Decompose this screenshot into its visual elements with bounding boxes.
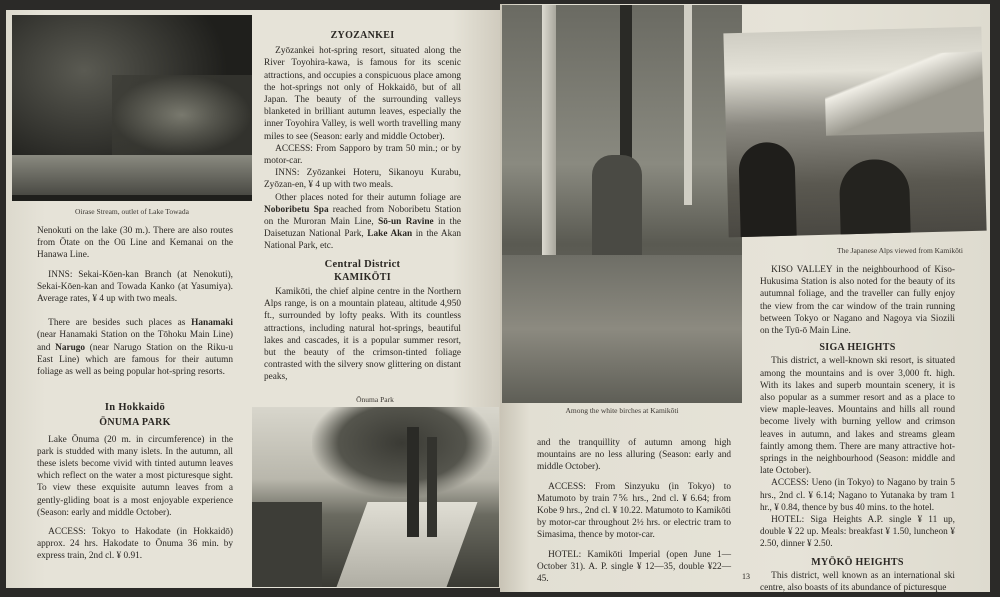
paragraph: and the tranquillity of autumn among high mountains are no less alluring (Season: early and middle October). [537, 438, 731, 473]
paragraph: Lake Ōnuma (20 m. in circumference) in the park is studded with many islets. In the autumn, all these islets become vivid with tinted autumn leaves which reflect on the water a most picturesque sight. To view these exquisite autumn leaves from a gently-gliding boat is a most enjoyable experience (Season: early and middle October). [37, 434, 233, 518]
photo-japanese-alps [723, 27, 986, 238]
paragraph: HOTEL: Kamikōti Imperial (open June 1—October 31). A. P. single ¥ 12—35, double ¥22—45. [537, 549, 731, 585]
section-heading: ZYOZANKEI [330, 30, 395, 41]
text-column-4 [760, 264, 955, 594]
text-column-2 [264, 30, 461, 384]
paragraph: ACCESS: Tokyo to Hakodate (in Hokkaidō) approx. 24 hrs. Hakodate to Ōnuma 36 min. by express train, 2nd cl. ¥ 0.91. [37, 527, 233, 562]
paragraph: This district, well known as an international ski centre, also boasts of its abundance of picturesque [760, 570, 955, 594]
photo-caption: Among the white birches at Kamikōti [565, 406, 679, 415]
text-column-1 [37, 225, 233, 563]
section-heading: ŌNUMA PARK [99, 417, 171, 429]
paragraph: INNS: Sekai-Kōen-kan Branch (at Nenokuti), Sekai-Kōen-kan and Towada Kanko (at Yasumiya). Average rates, ¥ 4 up with two meals. [37, 269, 233, 305]
paragraph: Other places noted for their autumn foliage are Noboribetu Spa reached from Noboribetu Station on the Muroran Main Line, Sō-un Ravine in the Daisetuzan National Park, Lake Akan in the Akan National Park, etc. [264, 192, 461, 252]
paragraph: ACCESS: From Sinzyuku (in Tokyo) to Matumoto by train 7⅚ hrs., 2nd cl. ¥ 6.64; from Kobe 9 hrs., 2nd cl. ¥ 10.22. Matumoto to Kamikōti by motor-car throughout 2½ hrs. or electric tram to Simasima, thence by motor-car. [537, 481, 731, 541]
paragraph: INNS: Zyōzankei Hoteru, Sikanoyu Kurabu, Zyōzan-en, ¥ 4 up with two meals. [264, 168, 461, 191]
page-number: 13 [742, 572, 750, 581]
paragraph: KISO VALLEY in the neighbourhood of Kiso-Hukusima Station is also noted for the beauty of its autumnal foliage, and the traveller can fully enjoy the view from the car window of the train running between Tokyo or Nagano and Nagoya via Siozili on the Tyū-ō Main Line. [760, 265, 955, 337]
paragraph: ACCESS: Ueno (in Tokyo) to Nagano by train 5 hrs., 2nd cl. ¥ 6.14; Nagano to Yutanaka by tram 1 hr., ¥ 0.84, thence by bus 40 mins. to the hotel. [760, 478, 955, 513]
section-heading: In Hokkaidō [104, 402, 166, 414]
photo-oirase-stream [12, 15, 252, 201]
section-heading: KAMIKŌTI [334, 271, 391, 283]
photo-onuma-park [252, 407, 499, 587]
paragraph: Kamikōti, the chief alpine centre in the Northern Alps range, is on a mountain plateau, altitude 4,950 ft., surrounded by lofty peaks. With its countless attractions, including natural hot-springs, beautiful lakes and cascades, it is a popular summer resort, but the beauty of the crimson-tinted foliage contrasted with the silvery snow glittering on distant peaks, [264, 287, 461, 383]
paragraph: There are besides such places as Hanamaki (near Hanamaki Station on the Tōhoku Main Line) and Narugo (near Narugo Station on the Riku-u East Line) which are famous for their autumn foliage as well as being popular hot-spring resorts. [37, 318, 233, 378]
text-column-3 [537, 437, 731, 585]
photo-caption: Oirase Stream, outlet of Lake Towada [75, 207, 189, 216]
photo-white-birches [502, 5, 742, 403]
photo-caption: The Japanese Alps viewed from Kamikōti [836, 246, 963, 255]
paragraph: This district, a well-known ski resort, is situated among the mountains and is over 3,000 ft. high. With its lakes and superb mountain scenery, it is also popular as a summer resort and as a place to view maple-leaves. Mountains and hills all round become lively with burning yellow and crimson leaves in autumn, and lakes and streams gleam faintly among them. There are many attractive hot-springs in the neighbourhood (Season: middle and late October). [760, 356, 955, 477]
section-heading: MYŌKŌ HEIGHTS [811, 556, 904, 568]
paragraph: HOTEL: Siga Heights A.P. single ¥ 11 up, double ¥ 22 up. Meals: breakfast ¥ 1.50, luncheon ¥ 2.50, dinner ¥ 2.50. [760, 515, 955, 550]
paragraph: ACCESS: From Sapporo by tram 50 min.; or by motor-car. [264, 143, 461, 167]
section-heading: Central District [324, 258, 401, 270]
photo-caption: Ōnuma Park [356, 395, 394, 404]
paragraph: Nenokuti on the lake (30 m.). There are also routes from Ōtate on the Oū Line and Kemanai on the Hanawa Line. [37, 226, 233, 261]
section-heading: SIGA HEIGHTS [819, 342, 896, 354]
paragraph: Zyōzankei hot-spring resort, situated along the River Toyohira-kawa, is famous for its scenic attractions, and occupies a conspicuous place among the hot-springs not only of Hokkaidō, but of all Japan. The beauty of the surrounding valleys blanketed in brilliant autumn leaves, especially the inner Toyohira Valley, is well worth travelling many miles to see (Season: early and middle October). [264, 46, 461, 142]
